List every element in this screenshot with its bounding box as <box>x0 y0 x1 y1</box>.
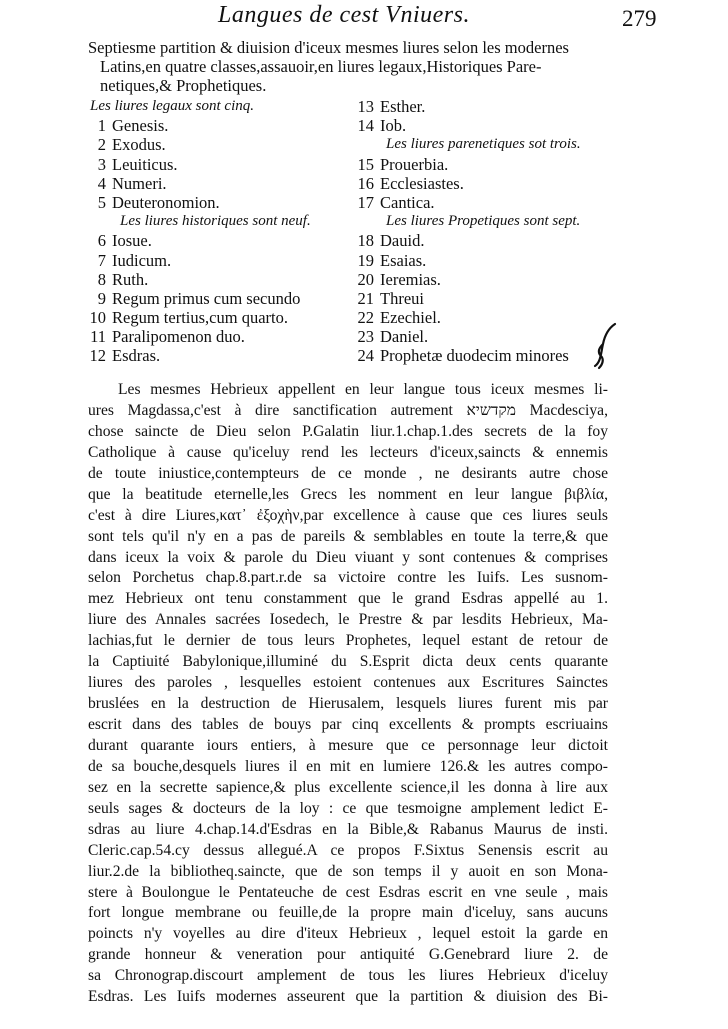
list-item-name: Genesis. <box>112 116 169 136</box>
books-list-left <box>84 97 344 366</box>
list-item-number: 11 <box>90 327 106 347</box>
page-number: 279 <box>622 6 657 31</box>
text-line: liures des paroles , lesquelles estoient contenues aux Escritures Sainctes <box>88 674 608 692</box>
list-item-name: Deuteronomion. <box>112 192 220 212</box>
text-line: mez Hebrieux ont tenu constamment que le grand Esdras appellé au 1. <box>88 590 608 608</box>
text-line: sont tels qu'il n'y en a pas de pareils & semblables en toute la terre,& que <box>88 527 608 545</box>
list-item-name: Dauid. <box>380 231 425 251</box>
list-item-name: Prophetæ duodecim minores <box>380 346 569 366</box>
list-item-number: 18 <box>357 231 374 251</box>
list-item <box>84 251 344 270</box>
list-item-name: Exodus. <box>112 135 166 155</box>
list-item-number: 9 <box>97 288 106 308</box>
list-item <box>84 116 344 135</box>
text-line: Catholique à cause qu'iceluy rend les lecteurs d'iceux,saincts & ennemis <box>88 443 608 461</box>
list-item-number: 22 <box>357 308 374 328</box>
list-section-label: Les liures Propetiques sont sept. <box>386 213 581 230</box>
list-section-label: Les liures historiques sont neuf. <box>120 213 311 230</box>
list-item <box>84 346 344 365</box>
list-item <box>84 135 344 154</box>
list-item <box>352 251 612 270</box>
list-item-number: 14 <box>357 116 374 136</box>
text-line: fort longue membrane ou feuille,de la propre main d'iceluy, sans aucuns <box>88 904 608 922</box>
books-list-right <box>352 97 612 366</box>
list-item-name: Leuiticus. <box>112 154 178 174</box>
list-item-name: Regum tertius,cum quarto. <box>112 308 288 328</box>
list-item-number: 23 <box>357 327 374 347</box>
list-item-number: 15 <box>357 154 374 174</box>
list-item-number: 21 <box>357 288 374 308</box>
text-line: de toute iniustice,contempteurs de ce monde , ne desirants autre chose <box>88 464 608 482</box>
text-line: Esdras. Les Iuifs modernes asseurent que la partition & diuision des Bi- <box>88 988 608 1006</box>
list-item <box>84 289 344 308</box>
text-line: liure des Annales sacrées Iosedech, le Prestre & par lesdits Hebrieux, Ma- <box>88 611 608 629</box>
text-line: seuls sages & docteurs de la loy : ce que tesmoigne amplement ledict E- <box>88 799 608 817</box>
list-item <box>84 231 344 250</box>
list-item <box>84 308 344 327</box>
list-item <box>352 289 612 308</box>
text-line: liur.2.de la bibliotheq.saincte, que de son temps il y auoit en son Mona- <box>88 862 608 880</box>
list-item <box>84 327 344 346</box>
list-item-name: Ieremias. <box>380 269 441 289</box>
list-item-number: 17 <box>357 192 374 212</box>
text-line: selon Porchetus chap.8.part.r.de sa victoire contre les Iuifs. Les susnom- <box>88 569 608 587</box>
running-title: Langues de cest Vniuers. <box>218 2 470 28</box>
list-item <box>84 174 344 193</box>
list-item-number: 20 <box>357 269 374 289</box>
list-item-number: 13 <box>357 97 374 116</box>
brace-mark-icon <box>591 322 617 372</box>
text-line: la Captiuité Babylonique,illuminé du S.Esprit dicta deux cents quarante <box>88 653 608 671</box>
heading-line: Septiesme partition & diuision d'iceux mesmes liures selon les modernes <box>88 38 569 57</box>
section-heading <box>88 38 608 95</box>
heading-line: Latins,en quatre classes,assauoir,en liures legaux,Historiques Pare- <box>100 57 542 76</box>
list-item-number: 5 <box>97 192 106 212</box>
list-item <box>84 155 344 174</box>
list-item-name: Ezechiel. <box>380 308 441 328</box>
text-line: grande honneur & veneration pour antiquité G.Genebrard liure 2. de <box>88 946 608 964</box>
text-line: lachias,fut le dernier de tous leurs Prophetes, lequel estant de retour de <box>88 632 608 650</box>
list-section-label: Les liures parenetiques sot trois. <box>386 136 581 153</box>
list-item-number: 10 <box>89 308 106 328</box>
list-item <box>352 155 612 174</box>
text-line: poincts n'y voyelles au dire d'iteux Hebrieux , lequel estoit la garde en <box>88 925 608 943</box>
list-item-name: Esther. <box>380 97 426 116</box>
text-line: stere à Boulongue le Pentateuche de cest Esdras escrit en vne seule , mais <box>88 883 608 901</box>
list-item <box>352 346 612 365</box>
list-item <box>84 270 344 289</box>
heading-line: netiques,& Prophetiques. <box>100 76 267 95</box>
list-item-name: Iosue. <box>112 231 152 251</box>
list-item-number: 7 <box>97 250 106 270</box>
list-item <box>352 327 612 346</box>
list-item-name: Ecclesiastes. <box>380 173 464 193</box>
text-line: Cleric.cap.54.cy dessus allegué.A ce propos F.Sixtus Senensis escrit au <box>88 841 608 859</box>
list-item-name: Numeri. <box>112 173 167 193</box>
list-item <box>352 270 612 289</box>
text-line: sdras au liure 4.chap.14.d'Esdras en la Bible,& Rabanus Maurus de insti. <box>88 820 608 838</box>
list-item-name: Ruth. <box>112 269 149 289</box>
text-line: chose saincte de Dieu selon P.Galatin liur.1.chap.1.des secrets de la foy <box>88 422 608 440</box>
list-item-number: 4 <box>97 173 106 193</box>
list-item-number: 16 <box>357 173 374 193</box>
text-line: sa Chronograp.discourt amplement de tous les liures Hebrieux d'iceluy <box>88 967 608 985</box>
list-item-number: 12 <box>89 346 106 366</box>
text-line: sez en la secrette sapience,& plus excellente science,il les donna à lire aux <box>88 778 608 796</box>
list-item-number: 6 <box>97 231 106 251</box>
text-line: escrit dans des tables de bouys par cinq excellents & prompts escriuains <box>88 716 608 733</box>
list-item <box>352 97 612 116</box>
list-section-label: Les liures legaux sont cinq. <box>90 98 255 114</box>
list-item-number: 1 <box>97 116 106 136</box>
text-line: dans iceux la voix & parole du Dieu viuant y sont contenues & comprises <box>88 548 608 566</box>
list-item-number: 3 <box>97 154 106 174</box>
text-line: de sa bouche,desquels liures il en mit en lumiere 126.& les autres compo- <box>88 757 608 775</box>
list-item-number: 19 <box>357 250 374 270</box>
list-item-name: Iob. <box>380 116 407 136</box>
list-item-name: Regum primus cum secundo <box>112 288 301 308</box>
list-item-name: Esdras. <box>112 346 161 366</box>
text-line: durant quarante iours entiers, à mesure que ce personnage leur dictoit <box>88 736 608 754</box>
list-item-number: 24 <box>357 346 374 366</box>
list-item <box>352 193 612 212</box>
text-line: bruslées en la destruction de Hierusalem, lesquels liures furent mis par <box>88 695 608 713</box>
list-item-number: 2 <box>97 135 106 155</box>
list-item <box>84 193 344 212</box>
list-item-number: 8 <box>97 269 106 289</box>
list-item-name: Threui <box>380 288 424 308</box>
list-item-name: Daniel. <box>380 327 429 347</box>
list-item-name: Cantica. <box>380 192 435 212</box>
list-item-name: Prouerbia. <box>380 154 449 174</box>
list-item <box>352 308 612 327</box>
list-item-name: Paralipomenon duo. <box>112 327 245 347</box>
list-item <box>352 116 612 135</box>
list-item <box>352 231 612 250</box>
body-paragraph <box>88 380 608 1008</box>
list-item-name: Iudicum. <box>112 250 172 270</box>
text-line: c'est à dire Liures,κατ᾽ ἐξοχὴν,par excellence à cause que ces liures seuls <box>88 506 608 524</box>
list-item-name: Esaias. <box>380 250 427 270</box>
text-line: Les mesmes Hebrieux appellent en leur langue tous iceux mesmes li- <box>118 381 608 398</box>
text-line: que la beatitude eternelle,les Grecs les nomment en leur langue βιβλία, <box>88 485 608 503</box>
text-line: ures Magdassa,c'est à dire sanctification autrement מקדשיא Macdesciya, <box>88 401 608 419</box>
list-item <box>352 174 612 193</box>
